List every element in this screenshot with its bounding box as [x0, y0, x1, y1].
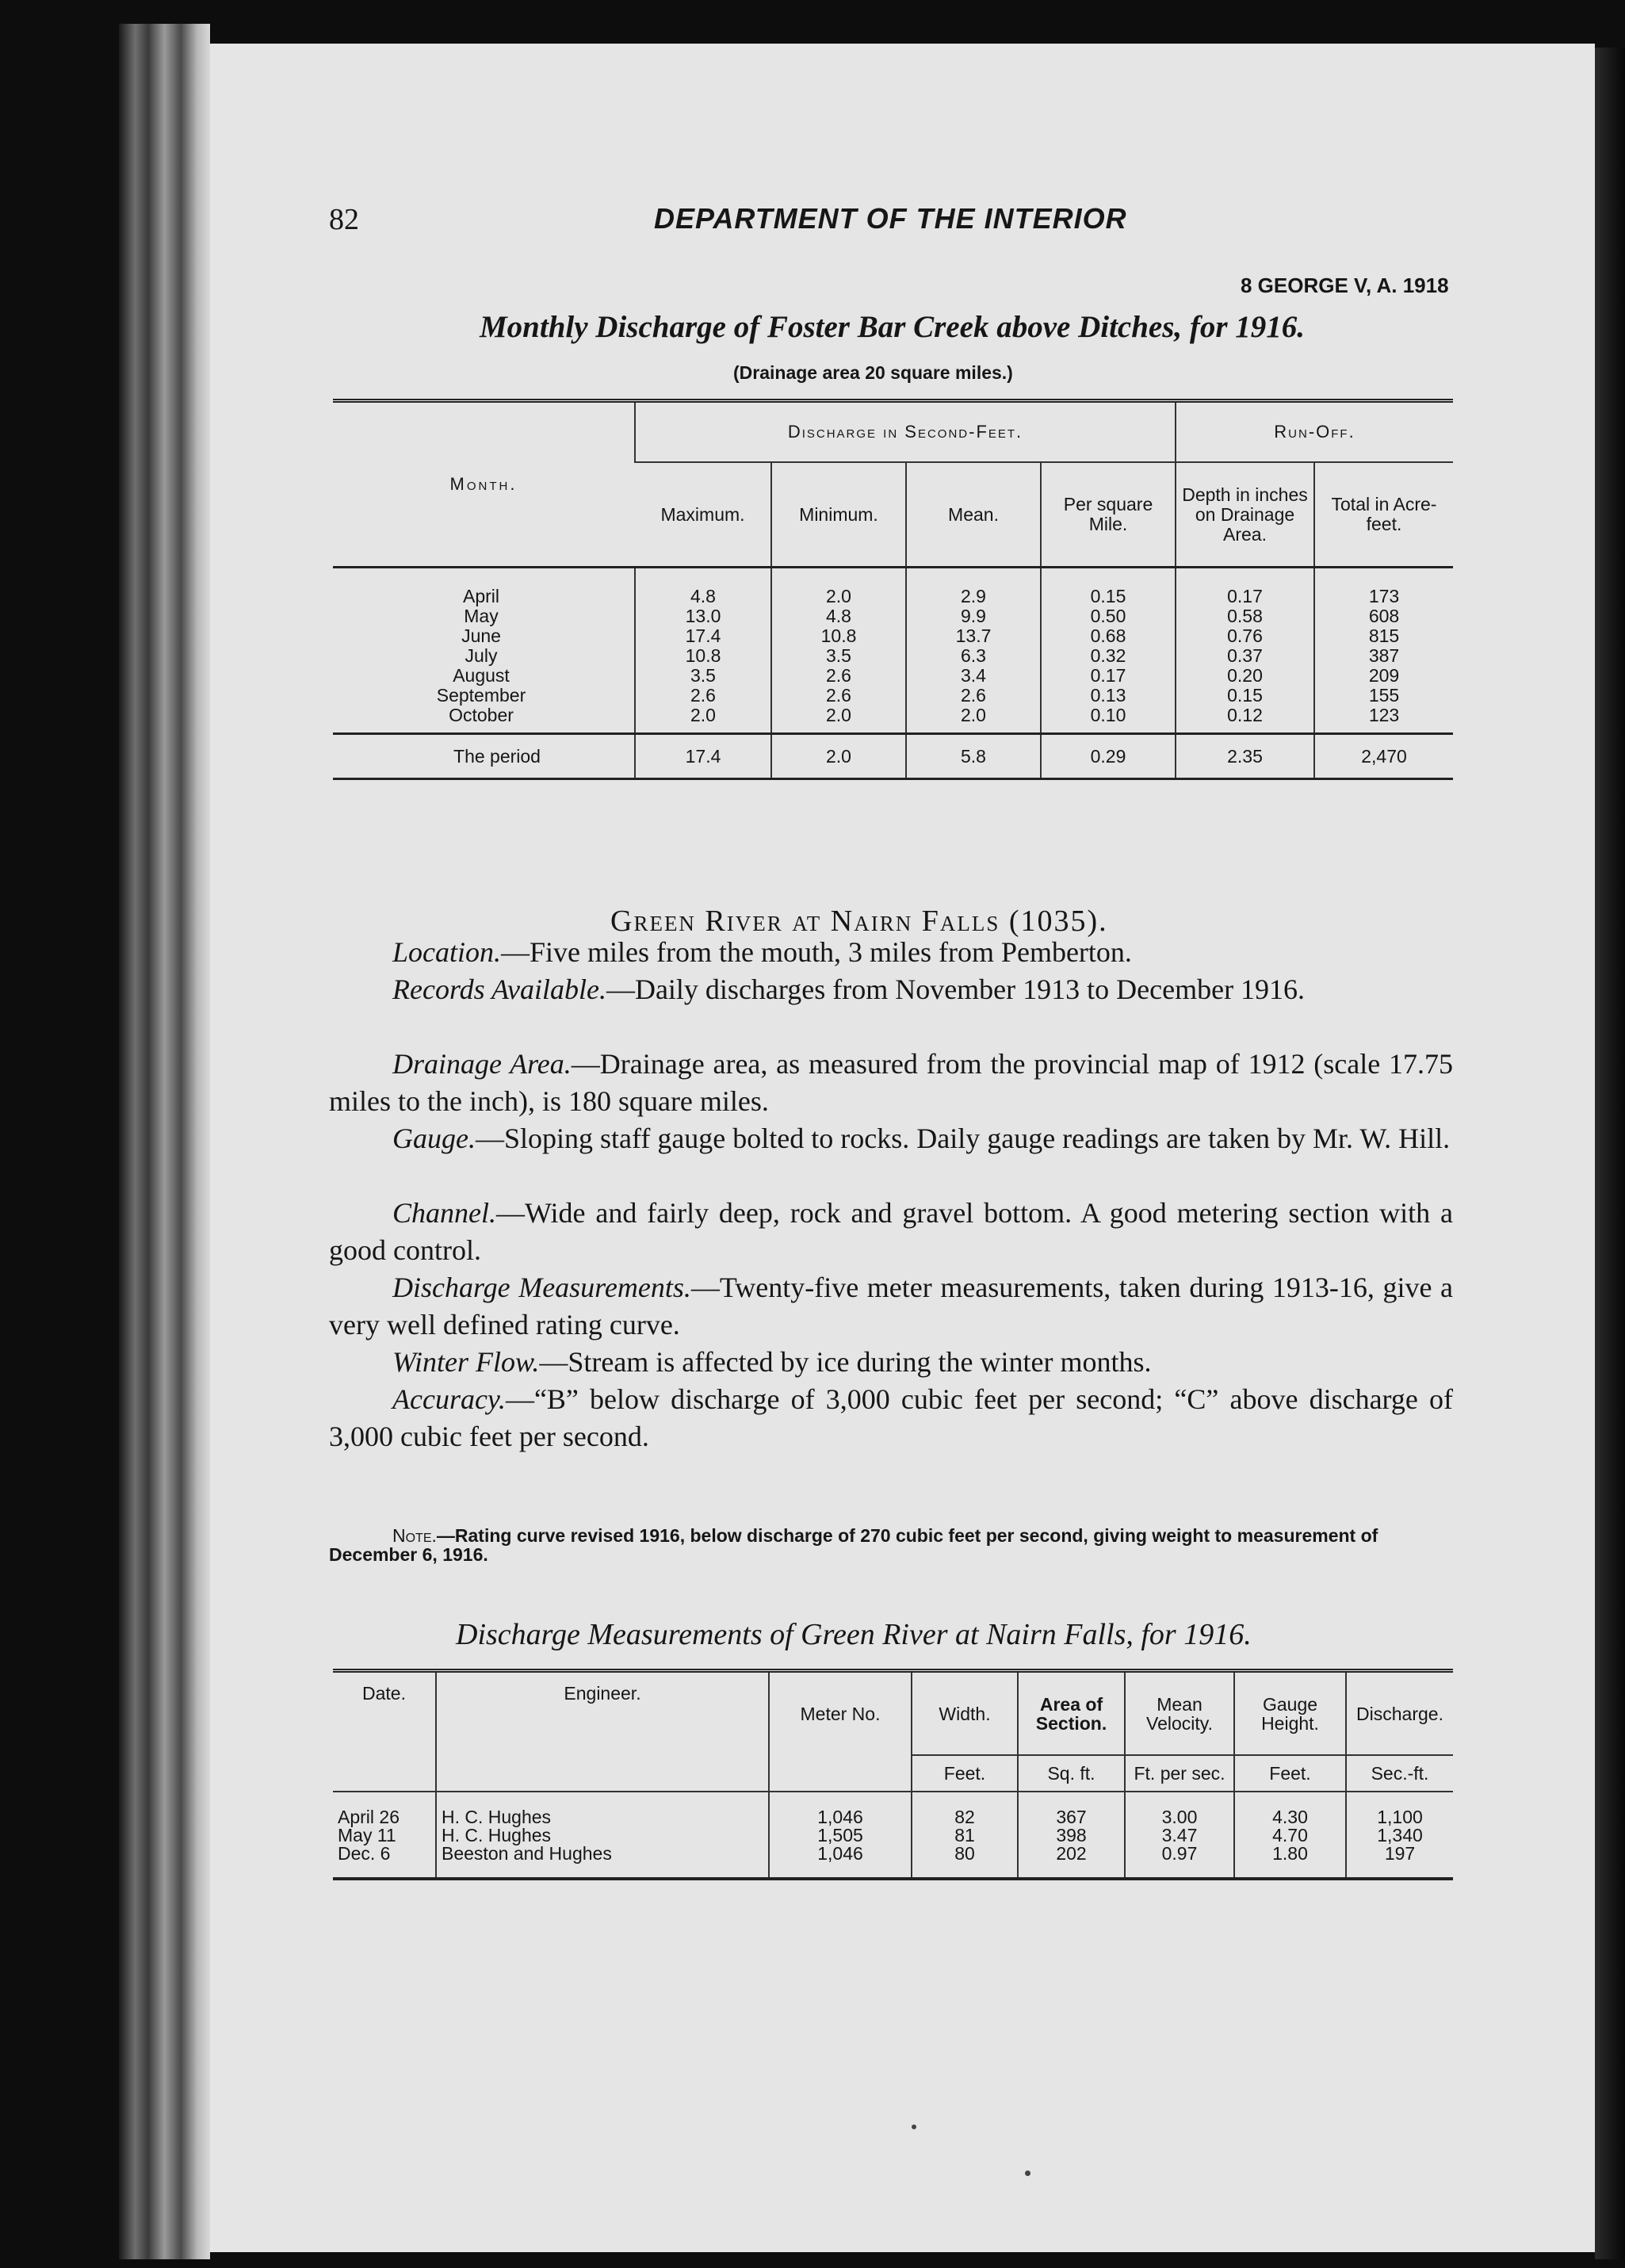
cell: 0.12 [1176, 705, 1314, 734]
cell: 13.7 [906, 625, 1041, 645]
col-gauge-height: Gauge Height. [1234, 1671, 1346, 1756]
month-label: August [453, 665, 510, 686]
page-number: 82 [329, 203, 359, 236]
note-label: Note. [392, 1525, 437, 1546]
unit-cell [436, 1755, 769, 1792]
col-velocity: Mean Velocity. [1125, 1671, 1234, 1756]
paragraph-winter-flow [329, 1344, 1453, 1381]
period-total [333, 734, 1453, 779]
table-row [333, 685, 1453, 705]
paragraph-lead: Gauge. [392, 1123, 476, 1154]
cell: 3.5 [635, 665, 771, 685]
table1-title: Monthly Discharge of Foster Bar Creek above Ditches, for 1916. [480, 310, 1306, 344]
discharge-group-header: Discharge in Second-Feet. [635, 401, 1176, 463]
unit-cell [333, 1755, 436, 1792]
month-label: April [462, 586, 499, 606]
paragraph-lead: Location. [392, 936, 502, 968]
col-meter-no: Meter No. [769, 1671, 912, 1756]
cell: 197 [1346, 1845, 1453, 1879]
cell: 367 [1018, 1792, 1125, 1826]
cell: 9.9 [906, 606, 1041, 625]
cell: 2.0 [635, 705, 771, 734]
month-label: May [464, 606, 499, 626]
cell: 2.0 [906, 705, 1041, 734]
paragraph-accuracy [329, 1381, 1453, 1455]
date-cell: Dec. 6 [338, 1843, 391, 1864]
discharge-measurements-table [333, 1669, 1453, 1880]
cell: 13.0 [635, 606, 771, 625]
paragraph-records [329, 971, 1453, 1008]
cell: 4.30 [1234, 1792, 1346, 1826]
cell: 173 [1314, 568, 1453, 606]
col-mean: Mean. [906, 462, 1041, 568]
table-row [333, 1826, 1453, 1845]
cell: 0.76 [1176, 625, 1314, 645]
paragraph-text: —Sloping staff gauge bolted to rocks. Daily gauge readings are taken by Mr. W. Hill. [475, 1123, 1451, 1154]
unit-velocity: Ft. per sec. [1125, 1755, 1234, 1792]
running-head: DEPARTMENT OF THE INTERIOR [654, 202, 1127, 235]
cell: 0.58 [1176, 606, 1314, 625]
cell: 0.32 [1041, 645, 1176, 665]
month-header: Month. [333, 401, 635, 568]
cell: 81 [912, 1826, 1018, 1845]
cell: 0.97 [1125, 1845, 1234, 1879]
cell: 17.4 [635, 734, 771, 779]
month-label: July [465, 645, 498, 666]
cell: 80 [912, 1845, 1018, 1879]
cell: 1,046 [769, 1792, 912, 1826]
col-area: Area of Section. [1018, 1671, 1125, 1756]
cell: 209 [1314, 665, 1453, 685]
cell: 0.15 [1176, 685, 1314, 705]
cell: 6.3 [906, 645, 1041, 665]
col-maximum: Maximum. [660, 503, 745, 525]
cell: 2.6 [771, 665, 906, 685]
note-text: —Rating curve revised 1916, below discharge of 270 cubic feet per second, giving weight to measurement of December 6, 1916. [329, 1525, 1378, 1565]
paragraph-location [329, 934, 1453, 971]
page-edge-shadow [1595, 48, 1625, 2259]
month-rows [333, 568, 1453, 734]
engineer-cell: Beeston and Hughes [436, 1845, 769, 1879]
paragraph-lead: Winter Flow. [392, 1346, 540, 1378]
table-row [333, 568, 1453, 606]
cell: 2.6 [635, 685, 771, 705]
cell: 3.5 [771, 645, 906, 665]
cell: 3.4 [906, 665, 1041, 685]
paragraph-lead: Accuracy. [392, 1383, 506, 1415]
cell: 123 [1314, 705, 1453, 734]
cell: 5.8 [906, 734, 1041, 779]
cell: 2.0 [771, 568, 906, 606]
unit-width: Feet. [912, 1755, 1018, 1792]
section-heading: Green River at Nairn Falls (1035). [610, 905, 1108, 938]
cell: 2.6 [906, 685, 1041, 705]
cell: 0.20 [1176, 665, 1314, 685]
cell: 0.15 [1041, 568, 1176, 606]
cell: 0.17 [1041, 665, 1176, 685]
paragraph-drainage-area [329, 1046, 1453, 1120]
paragraph-discharge-measurements [329, 1269, 1453, 1344]
col-depth-inches: Depth in inches on Drainage Area. [1176, 462, 1314, 568]
cell: 82 [912, 1792, 1018, 1826]
cell: 4.8 [771, 606, 906, 625]
cell: 4.8 [635, 568, 771, 606]
cell: 0.37 [1176, 645, 1314, 665]
period-label: The period [453, 745, 541, 767]
paragraph-text: —Drainage area, as measured from the provincial map of 1912 (scale 17.75 miles to the inch), is 180 square miles. [329, 1048, 1453, 1117]
cell: 17.4 [635, 625, 771, 645]
cell: 10.8 [635, 645, 771, 665]
month-label: October [449, 705, 514, 725]
cell: 2,470 [1314, 734, 1453, 779]
table-row [333, 606, 1453, 625]
cell: 0.13 [1041, 685, 1176, 705]
paragraph-text: —Twenty-five meter measurements, taken during 1913-16, give a very well defined rating curve. [329, 1272, 1453, 1341]
col-per-square-mile: Per square Mile. [1041, 462, 1176, 568]
cell: 1,505 [769, 1826, 912, 1845]
cell: 1,100 [1346, 1792, 1453, 1826]
print-speck [912, 2125, 916, 2129]
engineer-cell: H. C. Hughes [436, 1826, 769, 1845]
col-width: Width. [912, 1671, 1018, 1756]
cell: 4.70 [1234, 1826, 1346, 1845]
paragraph-text: —Wide and fairly deep, rock and gravel bottom. A good metering section with a good control. [329, 1197, 1453, 1266]
rating-curve-note [329, 1526, 1453, 1564]
cell: 0.10 [1041, 705, 1176, 734]
runoff-group-header: Run-Off. [1176, 401, 1453, 463]
cell: 3.00 [1125, 1792, 1234, 1826]
paragraph-text: —Daily discharges from November 1913 to December 1916. [606, 973, 1306, 1005]
paragraph-text: —“B” below discharge of 3,000 cubic feet per second; “C” above discharge of 3,000 cubic feet per second. [329, 1383, 1453, 1452]
cell: 1,340 [1346, 1826, 1453, 1845]
date-cell: April 26 [338, 1807, 400, 1827]
col-date: Date. [362, 1683, 406, 1704]
unit-cell [769, 1755, 912, 1792]
cell: 10.8 [771, 625, 906, 645]
table-row [333, 625, 1453, 645]
cell: 202 [1018, 1845, 1125, 1879]
cell: 1.80 [1234, 1845, 1346, 1879]
table1-subtitle: (Drainage area 20 square miles.) [733, 362, 1013, 383]
table-row [333, 645, 1453, 665]
paragraph-gauge [329, 1120, 1453, 1157]
table-row [333, 1845, 1453, 1879]
cell: 0.68 [1041, 625, 1176, 645]
paragraph-text: —Five miles from the mouth, 3 miles from Pemberton. [501, 936, 1132, 968]
paragraph-lead: Discharge Measurements. [392, 1272, 691, 1303]
cell: 2.35 [1176, 734, 1314, 779]
session-reference: 8 GEORGE V, A. 1918 [1241, 273, 1449, 297]
paragraph-lead: Channel. [392, 1197, 496, 1229]
date-cell: May 11 [338, 1825, 396, 1845]
engineer-cell: H. C. Hughes [436, 1792, 769, 1826]
cell: 2.9 [906, 568, 1041, 606]
unit-discharge: Sec.-ft. [1346, 1755, 1453, 1792]
book-spine-shadow [119, 24, 210, 2259]
cell: 815 [1314, 625, 1453, 645]
month-label: September [436, 685, 526, 706]
cell: 0.17 [1176, 568, 1314, 606]
cell: 387 [1314, 645, 1453, 665]
col-discharge: Discharge. [1346, 1671, 1453, 1756]
table-row [333, 665, 1453, 685]
cell: 398 [1018, 1826, 1125, 1845]
cell: 155 [1314, 685, 1453, 705]
paragraph-channel [329, 1195, 1453, 1269]
cell: 2.0 [771, 705, 906, 734]
col-engineer: Engineer. [436, 1671, 769, 1756]
col-total-acre-feet: Total in Acre-feet. [1314, 462, 1453, 568]
scanned-page [210, 44, 1595, 2252]
table-row [333, 705, 1453, 734]
table-row [333, 1792, 1453, 1826]
cell: 3.47 [1125, 1826, 1234, 1845]
cell: 608 [1314, 606, 1453, 625]
cell: 0.50 [1041, 606, 1176, 625]
cell: 2.0 [771, 734, 906, 779]
unit-gauge: Feet. [1234, 1755, 1346, 1792]
table-row [333, 734, 1453, 779]
paragraph-text: —Stream is affected by ice during the winter months. [539, 1346, 1152, 1378]
paragraph-lead: Drainage Area. [392, 1048, 572, 1080]
paragraph-lead: Records Available. [392, 973, 606, 1005]
cell: 2.6 [771, 685, 906, 705]
col-minimum: Minimum. [771, 462, 906, 568]
monthly-discharge-table [333, 399, 1453, 780]
unit-area: Sq. ft. [1018, 1755, 1125, 1792]
table2-title: Discharge Measurements of Green River at Nairn Falls, for 1916. [456, 1618, 1252, 1651]
month-label: June [461, 625, 501, 646]
cell: 0.29 [1041, 734, 1176, 779]
cell: 1,046 [769, 1845, 912, 1879]
print-speck [1025, 2170, 1030, 2176]
